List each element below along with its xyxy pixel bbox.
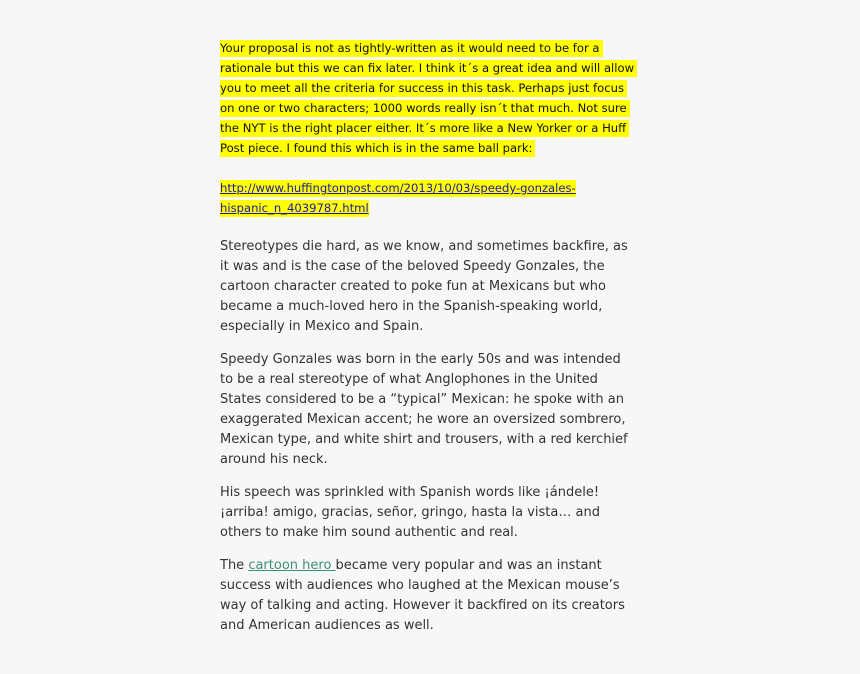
text-line: His speech was sprinkled with Spanish words like ¡ándele! [220,485,600,500]
text-line [220,556,628,576]
highlighted-comment [220,40,637,160]
paragraph [220,556,628,636]
text-line: exaggerated Mexican accent; he wore an oversized sombrero, [220,412,626,427]
paragraph [220,483,628,543]
text-line: and American audiences as well. [220,618,434,633]
text-line: way of talking and acting. However it backfired on its creators [220,598,625,613]
url-line[interactable]: http://www.huffingtonpost.com/2013/10/03/speedy-gonzales- [220,181,576,195]
text-line: Speedy Gonzales was born in the early 50s and was intended [220,352,621,367]
article-body [220,237,628,649]
comment-line: you to meet all the criteria for success in this task. Perhaps just focus [220,80,627,97]
text: became very popular and was an instant [335,558,602,573]
comment-line: Your proposal is not as tightly-written as it would need to be for a [220,40,603,57]
comment-line: rationale but this we can fix later. I think it´s a great idea and will allow [220,60,637,77]
cartoon-hero-link[interactable]: cartoon hero [248,558,336,573]
text-line: especially in Mexico and Spain. [220,319,424,334]
text-line: States considered to be a “typical” Mexican: he spoke with an [220,392,624,407]
text-line: cartoon character created to poke fun at Mexicans but who [220,279,606,294]
paragraph [220,350,628,470]
text-line: Mexican type, and white shirt and trousers, with a red kerchief [220,432,628,447]
text-line: it was and is the case of the beloved Speedy Gonzales, the [220,259,605,274]
text-line: became a much-loved hero in the Spanish-speaking world, [220,299,603,314]
text-line: to be a real stereotype of what Anglophones in the United [220,372,598,387]
huffpost-link[interactable] [220,180,576,220]
paragraph [220,237,628,337]
text-line: success with audiences who laughed at the Mexican mouse’s [220,578,620,593]
text-line: others to make him sound authentic and real. [220,525,518,540]
text-line: Stereotypes die hard, as we know, and sometimes backfire, as [220,239,628,254]
comment-line: on one or two characters; 1000 words really isn´t that much. Not sure [220,100,630,117]
text-line: ¡arriba! amigo, gracias, señor, gringo, hasta la vista… and [220,505,600,520]
comment-line: the NYT is the right placer either. It´s more like a New Yorker or a Huff [220,120,629,137]
text-line: around his neck. [220,452,328,467]
url-line[interactable]: hispanic_n_4039787.html [220,201,369,215]
text: The [220,558,249,573]
comment-line: Post piece. I found this which is in the same ball park: [220,140,535,157]
